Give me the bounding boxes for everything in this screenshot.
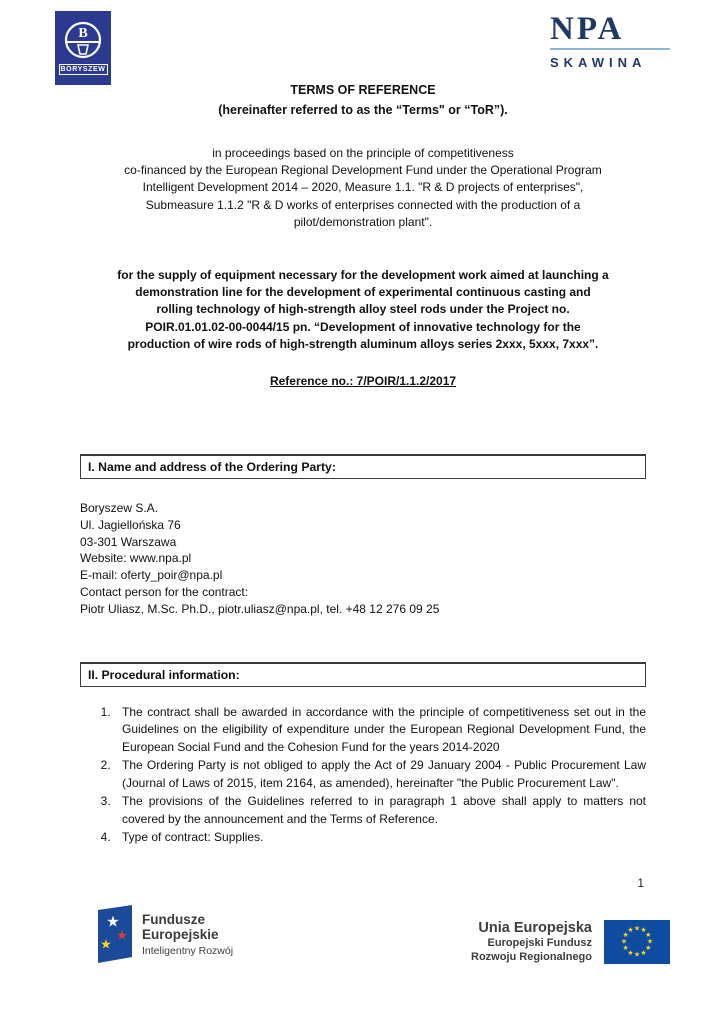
title-line-2: (hereinafter referred to as the “Terms" or “ToR”). <box>218 103 508 117</box>
document-body <box>80 80 646 848</box>
address-contact-label: Contact person for the contract: <box>80 585 249 600</box>
list-item: 2. The Ordering Party is not obliged to apply the Act of 29 January 2004 - Public Procurement Law (Journal of Laws of 2015, item 2164, as amended), hereinafter "the Public Procurement Law". <box>114 757 646 792</box>
list-item: 1. The contract shall be awarded in accordance with the principle of competitiveness set out in the Guidelines on the eligibility of expenditure under the European Regional Development Fund, the European Social Fund and the Cohesion Fund for the years 2014-2020 <box>114 704 646 757</box>
title-line-1: TERMS OF REFERENCE <box>290 83 436 97</box>
npa-logo-rule <box>550 48 670 50</box>
unia-line-1: Unia Europejska <box>478 920 592 936</box>
fundusze-line-3: Inteligentny Rozwój <box>142 944 234 957</box>
intro-paragraph-1 <box>80 145 646 231</box>
intro-p1-line: co-financed by the European Regional Development Fund under the Operational Program <box>124 163 602 178</box>
list-item: 4. Type of contract: Supplies. <box>114 829 646 847</box>
page-number: 1 <box>637 876 644 890</box>
unia-line-2: Europejski Fundusz <box>487 937 592 949</box>
svg-text:★: ★ <box>640 927 647 935</box>
section-heading-ordering-party: I. Name and address of the Ordering Party: <box>80 454 646 479</box>
svg-text:★: ★ <box>633 925 641 933</box>
svg-text:★: ★ <box>100 936 112 952</box>
svg-text:★: ★ <box>106 913 120 931</box>
fundusze-europejskie-logo <box>90 905 233 963</box>
address-city: 03-301 Warszawa <box>80 534 177 549</box>
svg-text:★: ★ <box>620 938 628 946</box>
svg-text:★: ★ <box>633 951 641 959</box>
fundusze-logo-text <box>142 912 233 957</box>
eu-flag-icon <box>604 920 670 964</box>
list-item: 3. The provisions of the Guidelines referred to in paragraph 1 above shall apply to matters not covered by the announcement and the Terms of Reference. <box>114 793 646 828</box>
document-title <box>80 80 646 120</box>
intro-p1-line: pilot/demonstration plant". <box>293 214 433 229</box>
svg-text:★: ★ <box>627 927 634 935</box>
boryszew-emblem-icon <box>61 18 105 62</box>
fundusze-flag-icon <box>90 905 132 963</box>
address-company: Boryszew S.A. <box>80 501 159 516</box>
intro-p2-line: rolling technology of high-strength alloy steel rods under the Project no. <box>156 302 570 317</box>
svg-text:★: ★ <box>622 945 629 952</box>
section-heading-procedural-info: II. Procedural information: <box>80 662 646 687</box>
npa-logo-city: SKAWINA <box>550 55 647 70</box>
boryszew-logo <box>55 11 111 85</box>
intro-paragraph-2 <box>80 267 646 353</box>
address-street: Ul. Jagiellońska 76 <box>80 517 181 532</box>
svg-text:★: ★ <box>627 949 634 957</box>
npa-logo-name: NPA <box>550 11 625 47</box>
ordering-party-address <box>80 500 646 618</box>
fundusze-line-2: Europejskie <box>142 927 219 942</box>
procedural-info-list <box>80 704 646 847</box>
svg-text:★: ★ <box>622 932 629 939</box>
address-contact-person: Piotr Uliasz, M.Sc. Ph.D., piotr.uliasz@npa.pl, tel. +48 12 276 09 25 <box>80 601 440 616</box>
npa-logo <box>550 11 672 70</box>
unia-europejska-logo <box>471 920 670 964</box>
unia-logo-text <box>471 920 592 964</box>
svg-text:B: B <box>78 26 88 41</box>
intro-p2-line: production of wire rods of high-strength aluminum alloys series 2xxx, 5xxx, 7xxx”. <box>127 336 599 351</box>
address-email: E-mail: oferty_poir@npa.pl <box>80 568 223 583</box>
address-website: Website: www.npa.pl <box>80 551 192 566</box>
intro-p2-line: POIR.01.01.02-00-0044/15 pn. “Development of innovative technology for the <box>145 319 581 334</box>
svg-text:★: ★ <box>645 945 652 952</box>
intro-p1-line: Intelligent Development 2014 – 2020, Measure 1.1. "R & D projects of enterprises", <box>142 180 584 195</box>
svg-text:★: ★ <box>116 927 128 943</box>
svg-text:★: ★ <box>640 949 647 957</box>
svg-text:★: ★ <box>645 932 652 939</box>
intro-p1-line: in proceedings based on the principle of competitiveness <box>212 146 514 160</box>
boryszew-logo-label: BORYSZEW <box>60 66 106 73</box>
intro-p2-line: demonstration line for the development of experimental continuous casting and <box>135 285 591 300</box>
reference-number: Reference no.: 7/POIR/1.1.2/2017 <box>269 374 457 389</box>
intro-p2-line: for the supply of equipment necessary for the development work aimed at launching a <box>117 268 609 283</box>
fundusze-line-1: Fundusze <box>142 911 205 927</box>
svg-text:★: ★ <box>646 938 654 946</box>
unia-line-3: Rozwoju Regionalnego <box>471 950 592 963</box>
intro-p1-line: Submeasure 1.1.2 "R & D works of enterprises connected with the production of a <box>145 197 581 212</box>
